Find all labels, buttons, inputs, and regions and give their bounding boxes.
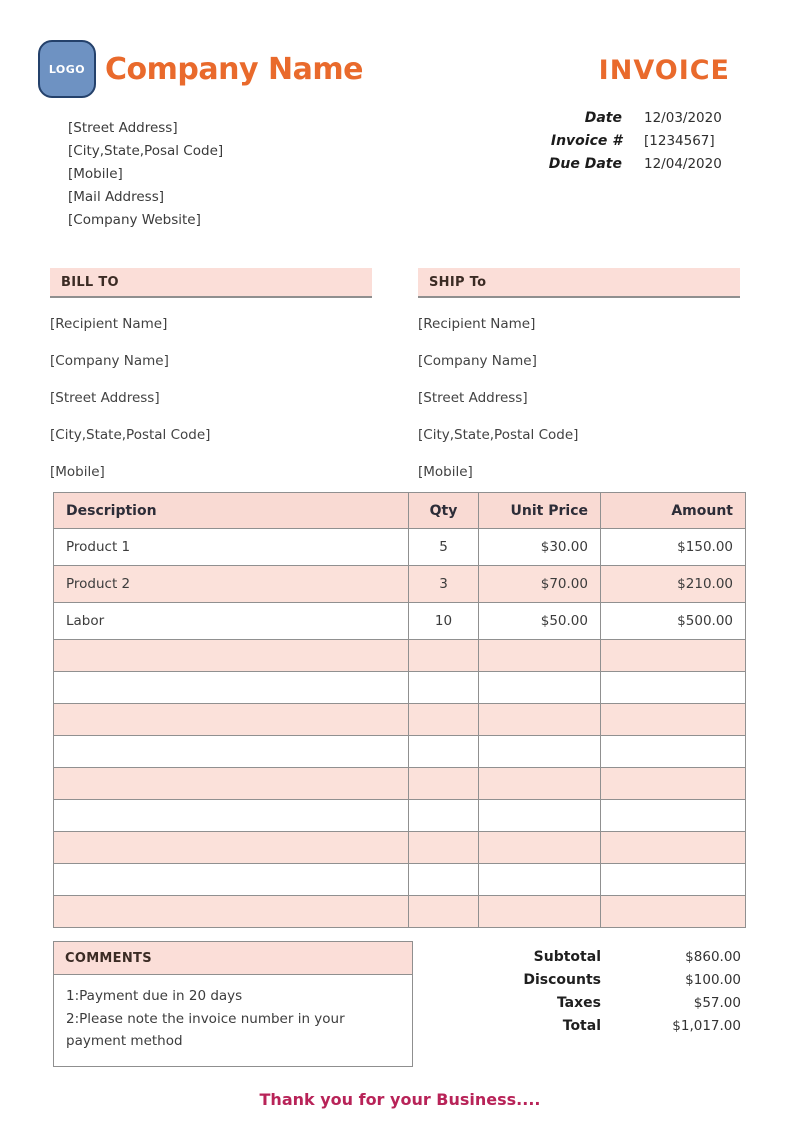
item-amount: $500.00 [601, 603, 746, 640]
item-unit-price: $50.00 [479, 603, 601, 640]
bill-to-city: [City,State,Postal Code] [50, 426, 211, 443]
logo-text: LOGO [48, 62, 86, 76]
column-amount: Amount [601, 493, 746, 529]
item-description: Product 2 [54, 566, 409, 603]
comments-header: COMMENTS [54, 942, 412, 975]
company-website: [Company Website] [68, 212, 201, 228]
invoice-title: INVOICE [598, 55, 730, 86]
column-description: Description [54, 493, 409, 529]
bill-to-recipient: [Recipient Name] [50, 315, 168, 332]
ship-to-street: [Street Address] [418, 389, 528, 406]
ship-to-company: [Company Name] [418, 352, 537, 369]
invoice-number-value: [1234567] [644, 133, 715, 149]
subtotal-label: Subtotal [533, 949, 601, 965]
empty-row [54, 768, 746, 800]
ship-to-city: [City,State,Postal Code] [418, 426, 579, 443]
company-logo [38, 40, 96, 98]
comment-line: 1:Payment due in 20 days [66, 988, 243, 1004]
comments-box [53, 941, 413, 1067]
company-city-state: [City,State,Posal Code] [68, 143, 224, 159]
table-row [54, 529, 746, 566]
comments-body [54, 975, 412, 1063]
company-street-address: [Street Address] [68, 120, 178, 136]
item-qty: 5 [409, 529, 479, 566]
taxes-label: Taxes [556, 995, 601, 1011]
due-date-label: Due Date [548, 156, 622, 172]
discounts-value: $100.00 [685, 972, 741, 988]
item-amount: $150.00 [601, 529, 746, 566]
ship-to-lines [418, 298, 740, 490]
empty-row [54, 704, 746, 736]
bill-to-street: [Street Address] [50, 389, 160, 406]
company-info-block [68, 117, 223, 232]
total-value: $1,017.00 [672, 1018, 741, 1034]
totals-block [460, 946, 741, 1038]
discounts-label: Discounts [523, 972, 601, 988]
empty-row [54, 896, 746, 928]
empty-row [54, 864, 746, 896]
bill-to-company: [Company Name] [50, 352, 169, 369]
date-value: 12/03/2020 [644, 110, 722, 126]
bill-to-lines [50, 298, 372, 490]
company-mail-address: [Mail Address] [68, 189, 165, 205]
ship-to-mobile: [Mobile] [418, 463, 473, 480]
bill-to-section [50, 268, 372, 490]
ship-to-section [418, 268, 740, 490]
empty-row [54, 800, 746, 832]
thank-you-message: Thank you for your Business.... [259, 1090, 541, 1109]
invoice-number-label: Invoice # [550, 133, 622, 149]
due-date-value: 12/04/2020 [644, 156, 722, 172]
items-table-body [54, 529, 746, 928]
item-description: Product 1 [54, 529, 409, 566]
taxes-value: $57.00 [693, 995, 741, 1011]
table-row [54, 603, 746, 640]
company-name: Company Name [105, 52, 363, 87]
item-qty: 10 [409, 603, 479, 640]
table-row [54, 566, 746, 603]
item-unit-price: $30.00 [479, 529, 601, 566]
item-unit-price: $70.00 [479, 566, 601, 603]
bill-to-header: BILL TO [50, 268, 372, 298]
comment-line: 2:Please note the invoice number in your payment method [66, 1010, 345, 1049]
ship-to-recipient: [Recipient Name] [418, 315, 536, 332]
column-qty: Qty [409, 493, 479, 529]
subtotal-value: $860.00 [685, 949, 741, 965]
date-label: Date [584, 110, 622, 126]
company-mobile: [Mobile] [68, 166, 123, 182]
invoice-meta [460, 107, 744, 176]
item-qty: 3 [409, 566, 479, 603]
item-amount: $210.00 [601, 566, 746, 603]
column-unit-price: Unit Price [479, 493, 601, 529]
total-label: Total [562, 1018, 601, 1034]
bill-to-mobile: [Mobile] [50, 463, 105, 480]
empty-row [54, 640, 746, 672]
empty-row [54, 736, 746, 768]
items-table-header-row [54, 493, 746, 529]
items-table [53, 492, 746, 928]
empty-row [54, 672, 746, 704]
empty-row [54, 832, 746, 864]
item-description: Labor [54, 603, 409, 640]
ship-to-header: SHIP To [418, 268, 740, 298]
